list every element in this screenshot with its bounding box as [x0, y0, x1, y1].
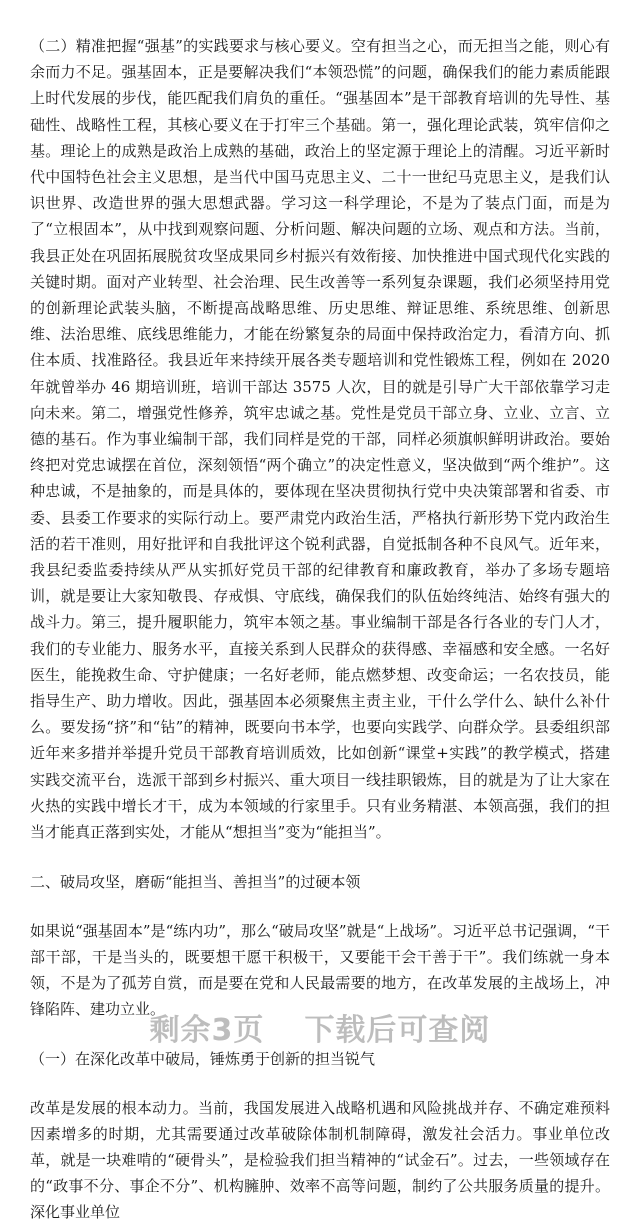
remaining-pages-banner[interactable]: [0, 1005, 640, 1049]
download-to-view-text: 下载后可查阅: [304, 1013, 491, 1048]
subsection-heading-2-1: （一）在深化改革中破局，锤炼勇于创新的担当锐气: [30, 1050, 376, 1069]
paragraph-body-1: （二）精准把握“强基”的实践要求与核心要义。空有担当之心，而无担当之能，则心有余而力不足。强基固本，正是要解决我们“本领恐慌”的问题，确保我们的能力素质能跟上时代发展的步伐，能匹配我们肩负的重任。“强基固本”是干部教育培训的先导性、基础性、战略性工程，其核心要义在于打牢三个基础。第一，强化理论武装，筑牢信仰之基。理论上的成熟是政治上成熟的基础，政治上的坚定源于理论上的清醒。习近平新时代中国特色社会主义思想，是当代中国马克思主义、二十一世纪马克思主义，是我们认识世界、改造世界的强大思想武器。学习这一科学理论，不是为了装点门面，而是为了“立根固本”，从中找到观察问题、分析问题、解决问题的立场、观点和方法。当前，我县正处在巩固拓展脱贫攻坚成果同乡村振兴有效衔接、加快推进中国式现代化实践的关键时期。面对产业转型、社会治理、民生改善等一系列复杂课题，我们必须坚持用党的创新理论武装头脑，不断提高战略思维、历史思维、辩证思维、系统思维、创新思维、法治思维、底线思维能力，才能在纷繁复杂的局面中保持政治定力，看清方向、抓住本质、找准路径。我县近年来持续开展各类专题培训和党性锻炼工程，例如在 2020 年就曾举办 46 期培训班，培训干部达 3575 人次，目的就是引导广大干部依靠学习走向未来。第二，增强党性修养，筑牢忠诚之基。党性是党员干部立身、立业、立言、立德的基石。作为事业编制干部，我们同样是党的干部，同样必须旗帜鲜明讲政治。要始终把对党忠诚摆在首位，深刻领悟“两个确立”的决定性意义，坚决做到“两个维护”。这种忠诚，不是抽象的，而是具体的，要体现在坚决贯彻执行党中央决策部署和省委、市委、县委工作要求的实际行动上。要严肃党内政治生活，严格执行新形势下党内政治生活的若干准则，用好批评和自我批评这个锐利武器，自觉抵制各种不良风气。近年来，我县纪委监委持续从严从实抓好党员干部的纪律教育和廉政教育，举办了多场专题培训，就是要让大家知敬畏、存戒惧、守底线，确保我们的队伍始终纯洁、始终有强大的战斗力。第三，提升履职能力，筑牢本领之基。事业编制干部是各行各业的专门人才，我们的专业能力、服务水平，直接关系到人民群众的获得感、幸福感和安全感。一名好医生，能挽救生命、守护健康；一名好老师，能点燃梦想、改变命运；一名农技员，能指导生产、助力增收。因此，强基固本必须聚焦主责主业，干什么学什么、缺什么补什么。要发扬“挤”和“钻”的精神，既要向书本学，也要向实践学、向群众学。县委组织部近年来多措并举提升党员干部教育培训质效，比如创新“课堂+实践”的教学模式，搭建实践交流平台，选派干部到乡村振兴、重大项目一线挂职锻炼，目的就是为了让大家在火热的实践中增长才干，成为本领域的行家里手。只有业务精湛、本领高强，我们的担当才能真正落到实处，才能从“想担当”变为“能担当”。: [30, 37, 610, 842]
remaining-pages-text: 剩余3页: [149, 1013, 265, 1048]
section-heading-2: 二、破局攻坚，磨砺“能担当、善担当”的过硬本领: [30, 873, 361, 892]
paragraph-body-2: 如果说“强基固本”是“练内功”，那么“破局攻坚”就是“上战场”。习近平总书记强调，“干部干部，干是当头的，既要想干愿干积极干，又要能干会干善于干”。我们练就一身本领，不是为了孤芳自赏，而是要在党和人民最需要的地方，在改革发展的主战场上，冲锋陷阵、建功立业。: [30, 921, 610, 1019]
paragraph-body-3: 改革是发展的根本动力。当前，我国发展进入战略机遇和风险挑战并存、不确定难预料因素增多的时期，尤其需要通过改革破除体制机制障碍，激发社会活力。事业单位改革，就是一块难啃的“硬骨头”，是检验我们担当精神的“试金石”。过去，一些领域存在的“政事不分、事企不分”、机构臃肿、效率不高等问题，制约了公共服务质量的提升。深化事业单位: [30, 1098, 610, 1222]
